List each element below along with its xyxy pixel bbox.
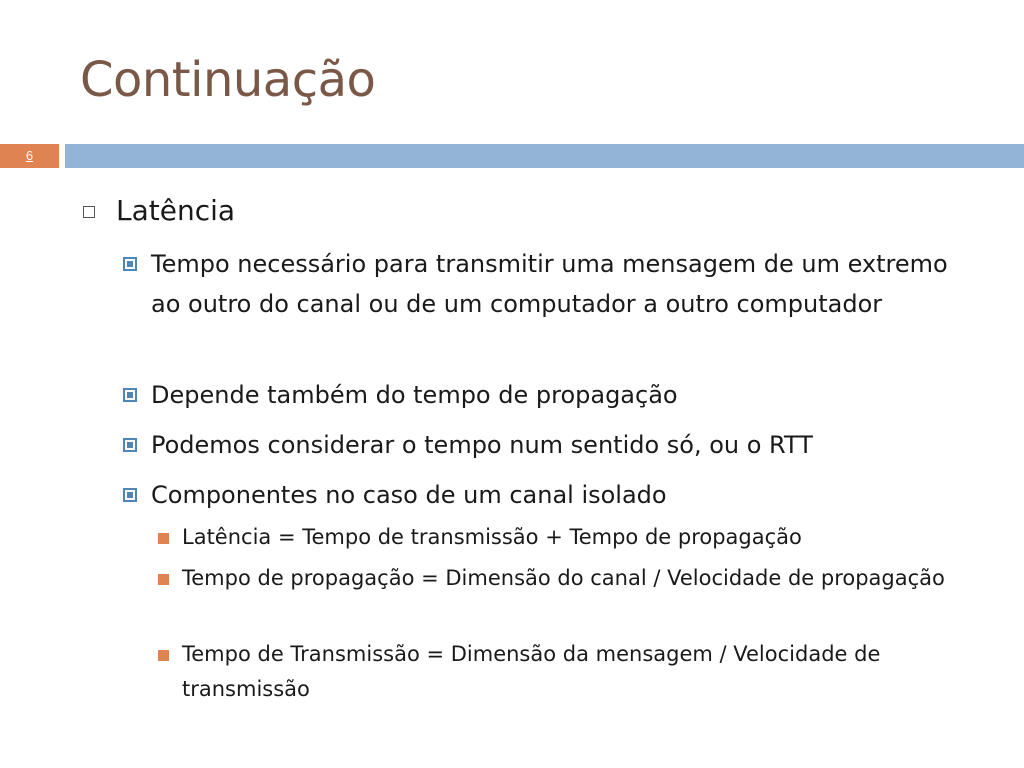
square-bullet-icon [123, 257, 137, 271]
square-bullet-icon [123, 388, 137, 402]
square-bullet-icon [123, 488, 137, 502]
title-divider-bar [65, 144, 1024, 168]
bullet-l1-latencia: Latência [116, 194, 236, 227]
slide-title: Continuação [80, 52, 376, 108]
bullet-l2-item: Depende também do tempo de propagação [151, 381, 678, 409]
bullet-l3-item: Tempo de propagação = Dimensão do canal / Velocidade de propagação [182, 566, 945, 590]
filled-square-bullet-icon [158, 533, 169, 544]
square-bullet-icon [123, 438, 137, 452]
slide-number-badge [0, 144, 59, 168]
bullet-l2-item: Podemos considerar o tempo num sentido só, ou o RTT [151, 431, 813, 459]
bullet-l3-item: Tempo de Transmissão = Dimensão da mensagem / Velocidade de transmissão [182, 642, 881, 701]
bullet-l2-item: Componentes no caso de um canal isolado [151, 481, 667, 509]
slide-number: 6 [25, 148, 34, 163]
bullet-l3-item: Latência = Tempo de transmissão + Tempo de propagação [182, 525, 802, 549]
hollow-square-bullet-icon [83, 206, 95, 218]
filled-square-bullet-icon [158, 574, 169, 585]
filled-square-bullet-icon [158, 650, 169, 661]
bullet-l2-item: Tempo necessário para transmitir uma mensagem de um extremo ao outro do canal ou de um computador a outro computador [151, 250, 948, 318]
